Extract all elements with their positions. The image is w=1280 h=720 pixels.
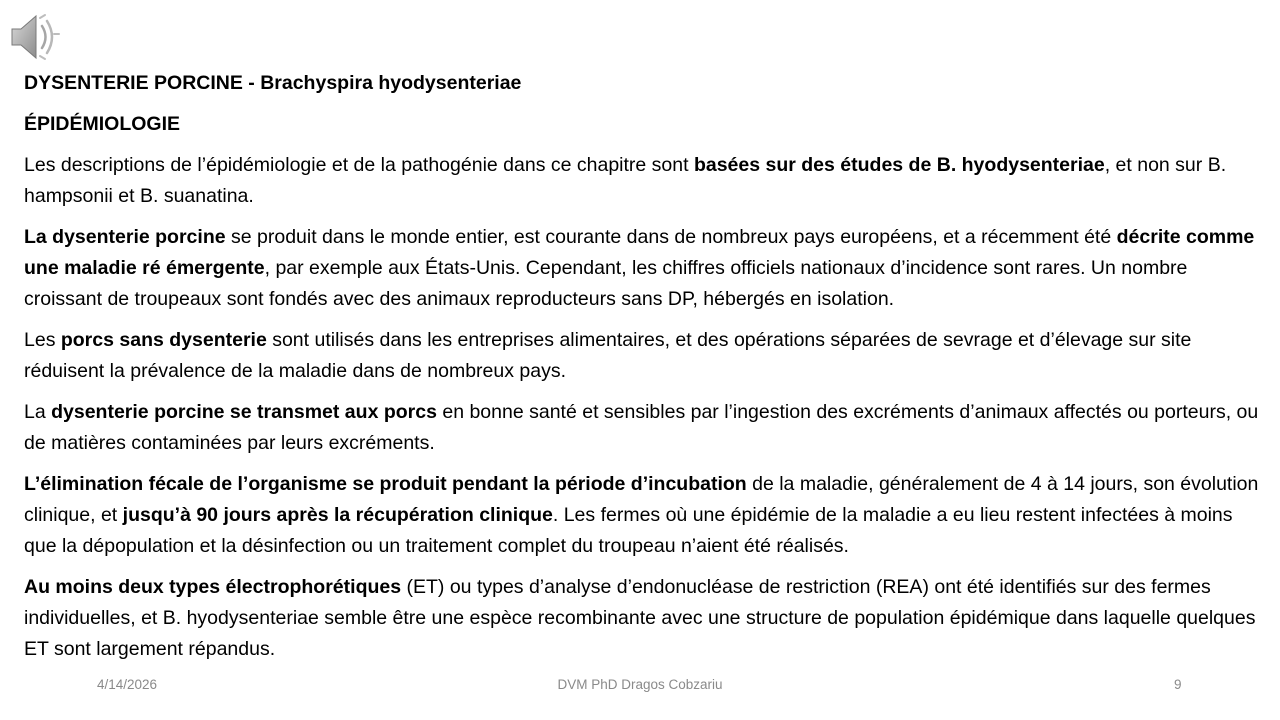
paragraph-4: La dysenterie porcine se transmet aux porcs en bonne santé et sensibles par l’ingestion des excréments d’animaux affectés ou porteurs, ou de matières contaminées par leurs excréments. — [24, 401, 1259, 454]
speaker-icon[interactable] — [10, 12, 62, 62]
footer-date: 4/14/2026 — [97, 677, 158, 692]
footer-author: DVM PhD Dragos Cobzariu — [557, 677, 723, 692]
paragraph-5: L’élimination fécale de l’organisme se produit pendant la période d’incubation de la maladie, généralement de 4 à 14 jours, son évolution clinique, et jusqu’à 90 jours après la récupération clinique. Les fermes où une épidémie de la maladie a eu lieu restent infectées à moins que la dépopulation et la désinfection ou un traitement complet du troupeau n’aient été réalisés. — [24, 473, 1259, 557]
paragraph-3: Les porcs sans dysenterie sont utilisés dans les entreprises alimentaires, et des opérations séparées de sevrage et d’élevage sur site réduisent la prévalence de la maladie dans de nombreux pays. — [24, 329, 1192, 382]
slide-body — [24, 68, 1264, 665]
paragraph-1: Les descriptions de l’épidémiologie et de la pathogénie dans ce chapitre sont basées sur des études de B. hyodysenteriae, et non sur B. hampsonii et B. suanatina. — [24, 154, 1227, 207]
section-heading: ÉPIDÉMIOLOGIE — [24, 113, 181, 135]
slide-footer — [0, 677, 1280, 697]
slide-title: DYSENTERIE PORCINE - Brachyspira hyodysenteriae — [24, 72, 522, 94]
paragraph-2: La dysenterie porcine se produit dans le monde entier, est courante dans de nombreux pays européens, et a récemment été décrite comme une maladie ré émergente, par exemple aux États-Unis. Cependant, les chiffres officiels nationaux d’incidence sont rares. Un nombre croissant de troupeaux sont fondés avec des animaux reproducteurs sans DP, hébergés en isolation. — [24, 226, 1255, 310]
paragraph-6: Au moins deux types électrophorétiques (ET) ou types d’analyse d’endonucléase de restriction (REA) ont été identifiés sur des fermes individuelles, et B. hyodysenteriae semble être une espèce recombinante avec une structure de population épidémique dans laquelle quelques ET sont largement répandus. — [24, 576, 1256, 660]
footer-page-number: 9 — [1174, 677, 1182, 692]
